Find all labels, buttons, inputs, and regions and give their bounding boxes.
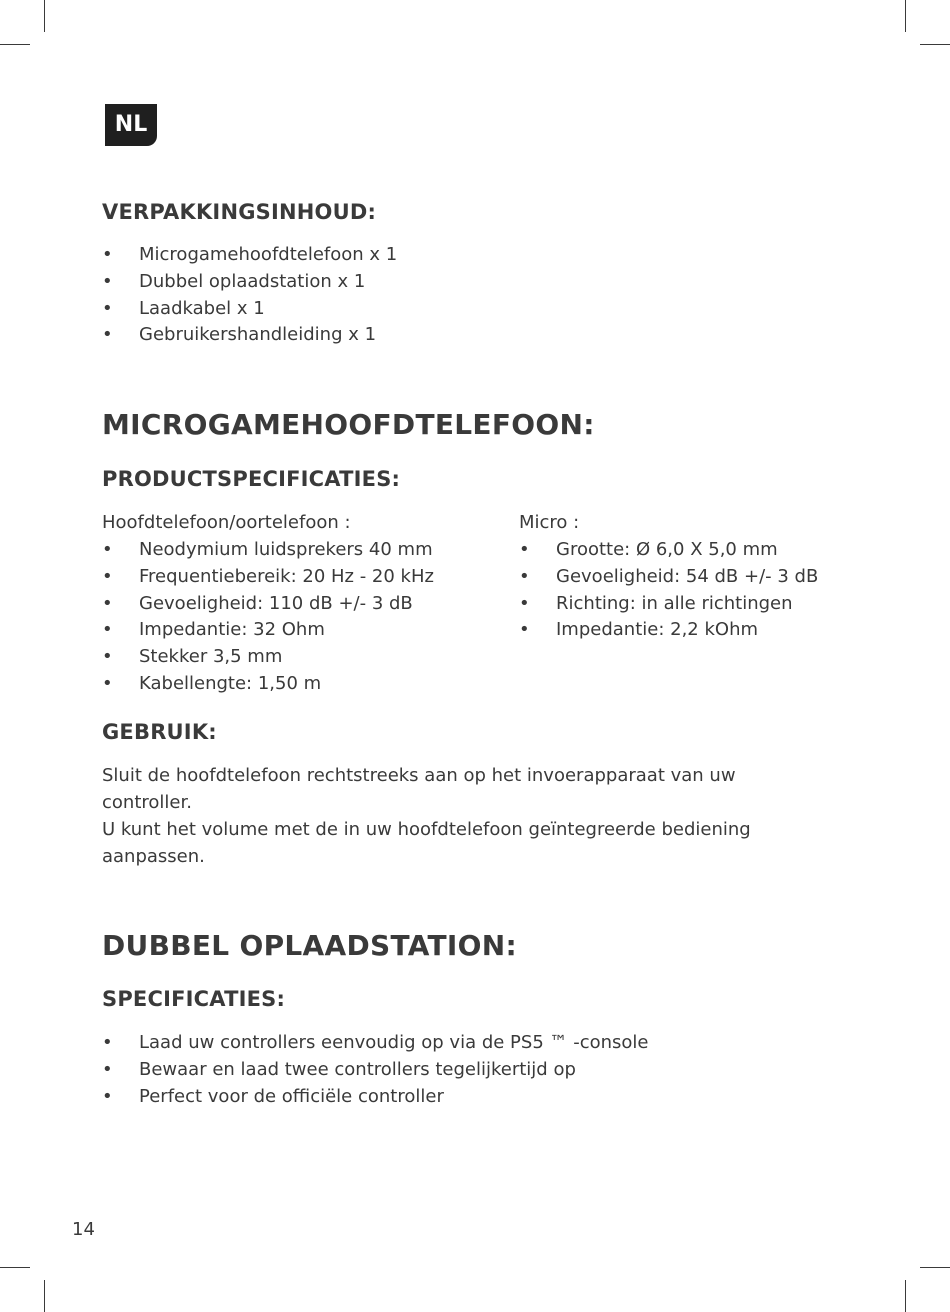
crop-mark xyxy=(0,1267,30,1268)
headphone-specs-list xyxy=(102,537,434,698)
list-item: • Richting: in alle richtingen xyxy=(519,591,818,618)
list-item: • Grootte: Ø 6,0 X 5,0 mm xyxy=(519,537,818,564)
list-item: • Kabellengte: 1,50 m xyxy=(102,671,434,698)
usage-paragraph: Sluit de hoofdtelefoon rechtstreeks aan op het invoerapparaat van uw controller. xyxy=(102,765,736,813)
list-item: • Gevoeligheid: 54 dB +/- 3 dB xyxy=(519,564,818,591)
headphone-label: Hoofdtelefoon/oortelefoon : xyxy=(102,512,351,533)
list-item: • Laadkabel x 1 xyxy=(102,296,397,323)
crop-mark xyxy=(44,1280,45,1312)
list-item: • Bewaar en laad twee controllers tegelijkertijd op xyxy=(102,1057,649,1084)
page-number: 14 xyxy=(72,1219,95,1240)
list-item: • Stekker 3,5 mm xyxy=(102,644,434,671)
headset-title: MICROGAMEHOOFDTELEFOON: xyxy=(102,408,595,441)
list-item: • Dubbel oplaadstation x 1 xyxy=(102,269,397,296)
list-item: • Impedantie: 2,2 kOhm xyxy=(519,617,818,644)
charger-specs-list xyxy=(102,1030,649,1110)
crop-mark xyxy=(905,0,906,32)
product-specs-heading: PRODUCTSPECIFICATIES: xyxy=(102,467,401,491)
usage-paragraph: U kunt het volume met de in uw hoofdtelefoon geïntegreerde bediening aanpassen. xyxy=(102,819,751,867)
list-item: • Perfect voor de officiële controller xyxy=(102,1084,649,1111)
micro-label: Micro : xyxy=(519,512,580,533)
list-item: • Microgamehoofdtelefoon x 1 xyxy=(102,242,397,269)
list-item: • Impedantie: 32 Ohm xyxy=(102,617,434,644)
crop-mark xyxy=(44,0,45,32)
crop-mark xyxy=(0,44,30,45)
list-item: • Gebruikershandleiding x 1 xyxy=(102,322,397,349)
list-item: • Neodymium luidsprekers 40 mm xyxy=(102,537,434,564)
crop-mark xyxy=(905,1280,906,1312)
crop-mark xyxy=(920,44,950,45)
charger-title: DUBBEL OPLAADSTATION: xyxy=(102,929,517,962)
micro-specs-list xyxy=(519,537,818,644)
crop-mark xyxy=(920,1267,950,1268)
usage-heading: GEBRUIK: xyxy=(102,720,217,744)
packaging-heading: VERPAKKINGSINHOUD: xyxy=(102,200,377,224)
packaging-list xyxy=(102,242,397,349)
list-item: • Gevoeligheid: 110 dB +/- 3 dB xyxy=(102,591,434,618)
charger-specs-heading: SPECIFICATIES: xyxy=(102,987,286,1011)
list-item: • Frequentiebereik: 20 Hz - 20 kHz xyxy=(102,564,434,591)
list-item: • Laad uw controllers eenvoudig op via de PS5 ™ -console xyxy=(102,1030,649,1057)
language-badge: NL xyxy=(105,104,157,146)
